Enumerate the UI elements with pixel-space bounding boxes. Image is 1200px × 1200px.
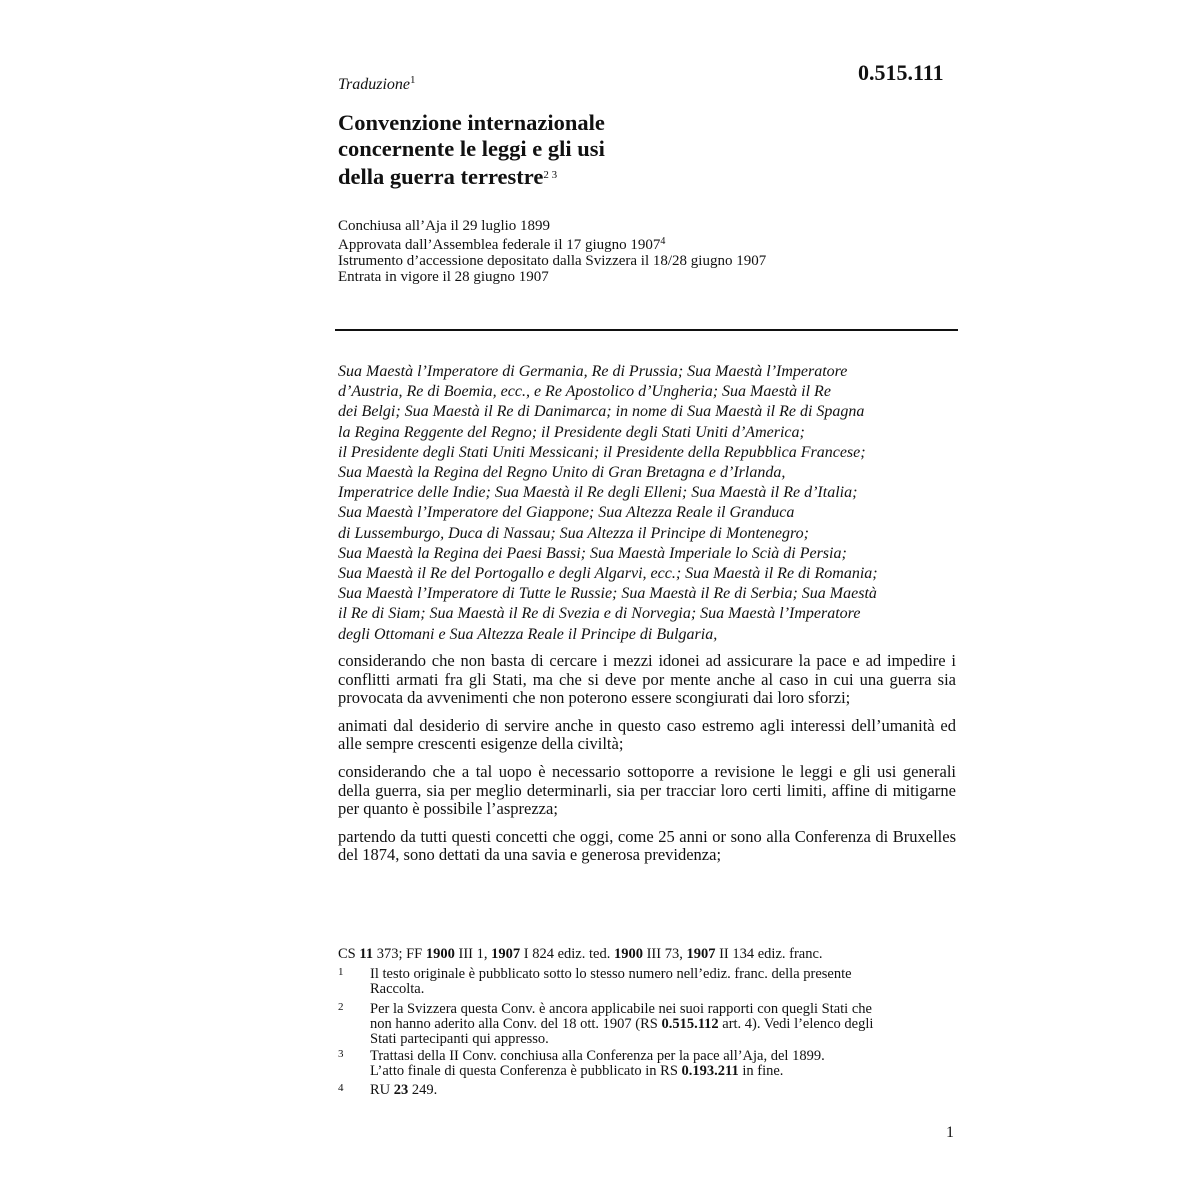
preamble-line: Sua Maestà il Re del Portogallo e degli Algarvi, ecc.; Sua Maestà il Re di Romania; xyxy=(338,565,878,583)
body-paragraph: partendo da tutti questi concetti che oggi, come 25 anni or sono alla Conferenza di Bruxelles del 1874, sono dettati da una savia e generosa previdenza; xyxy=(338,826,956,865)
sources-line: CS 11 373; FF 1900 III 1, 1907 I 824 ediz. ted. 1900 III 73, 1907 II 134 ediz. franc. xyxy=(338,946,823,962)
sr-link[interactable]: 0.193.211 xyxy=(681,1063,739,1079)
preamble-line: Sua Maestà l’Imperatore di Tutte le Russie; Sua Maestà il Re di Serbia; Sua Maestà xyxy=(338,585,877,603)
footnote-ref[interactable]: 4 xyxy=(660,236,666,247)
sr-link[interactable]: 0.515.112 xyxy=(661,1016,719,1032)
preamble-line: il Presidente degli Stati Uniti Messicani; il Presidente della Repubblica Francese; xyxy=(338,443,866,461)
preamble-line: di Lussemburgo, Duca di Nassau; Sua Altezza il Principe di Montenegro; xyxy=(338,524,809,542)
preamble-line: Sua Maestà la Regina dei Paesi Bassi; Sua Maestà Imperiale lo Scià di Persia; xyxy=(338,544,847,562)
meta-instrument: Istrumento d’accessione depositato dalla Svizzera il 18/28 giugno 1907 xyxy=(338,253,767,269)
preamble-line: dei Belgi; Sua Maestà il Re di Danimarca; in nome di Sua Maestà il Re di Spagna xyxy=(338,403,865,421)
body-paragraph: considerando che a tal uopo è necessario sottoporre a revisione le leggi e gli usi generali della guerra, sia per meglio determinarli, sia per tracciar loro certi limiti, affine di mitigarne per quanto è possibile l’asprezza; xyxy=(338,761,956,819)
title-line: concernente le leggi e gli usi xyxy=(338,136,605,161)
body-text xyxy=(338,652,956,874)
footnote-ref[interactable]: 2 3 xyxy=(543,169,558,181)
preamble-line: il Re di Siam; Sua Maestà il Re di Svezia e di Norvegia; Sua Maestà l’Imperatore xyxy=(338,605,861,623)
title-line: Convenzione internazionale xyxy=(338,110,605,135)
page-number: 1 xyxy=(946,1124,954,1141)
preamble-line: d’Austria, Re di Boemia, ecc., e Re Apostolico d’Ungheria; Sua Maestà il Re xyxy=(338,383,831,401)
document-meta xyxy=(338,218,766,285)
preamble-line: Sua Maestà l’Imperatore di Germania, Re di Prussia; Sua Maestà l’Imperatore xyxy=(338,363,848,380)
title-line: della guerra terrestre$^{2 3}$ xyxy=(338,164,558,189)
meta-concluded: Conchiusa all’Aja il 29 luglio 1899 xyxy=(338,218,551,234)
body-paragraph: considerando che non basta di cercare i mezzi idonei ad assicurare la pace e ad impedire i conflitti armati fra gli Stati, ma che si deve por mente anche al caso in cui una guerra sia provocata da avvenimenti che non poterono essere scongiurati dai loro sforzi; xyxy=(338,651,956,708)
preamble-line: la Regina Reggente del Regno; il Presidente degli Stati Uniti d’America; xyxy=(338,423,805,441)
sr-number: 0.515.111 xyxy=(858,60,944,85)
preamble-line: degli Ottomani e Sua Altezza Reale il Principe di Bulgaria, xyxy=(338,625,718,643)
footnote-ref[interactable]: 1 xyxy=(410,74,416,86)
body-paragraph: animati dal desiderio di servire anche in questo caso estremo agli interessi dell’umanità ed alle sempre crescenti esigenze della civiltà; xyxy=(338,715,956,754)
meta-in-force: Entrata in vigore il 28 giugno 1907 xyxy=(338,269,549,285)
preamble xyxy=(338,362,958,645)
preamble-line: Sua Maestà la Regina del Regno Unito di Gran Bretagna e d’Irlanda, xyxy=(338,464,786,482)
preamble-line: Imperatrice delle Indie; Sua Maestà il Re degli Elleni; Sua Maestà il Re d’Italia; xyxy=(338,484,858,502)
document-title xyxy=(338,110,605,190)
meta-approved: Approvata dall’Assemblea federale il 17 giugno 1907$^4$ xyxy=(338,236,666,253)
preamble-line: Sua Maestà l’Imperatore del Giappone; Sua Altezza Reale il Granduca xyxy=(338,504,795,522)
translation-label: Traduzione$^1$ xyxy=(338,74,416,93)
separator-rule xyxy=(335,329,958,331)
